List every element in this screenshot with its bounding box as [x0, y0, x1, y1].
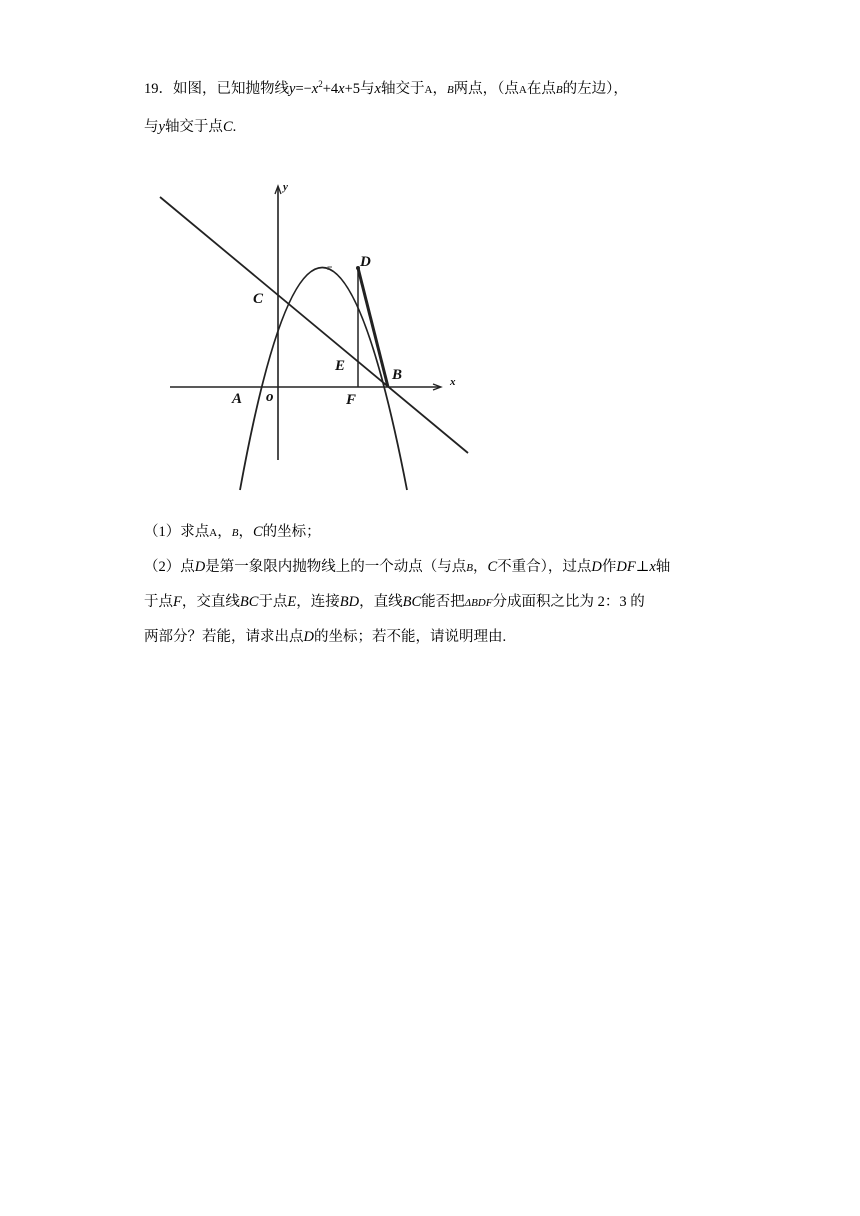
label-a: A: [232, 391, 243, 407]
question-2-line1: （2）点D是第一象限内抛物线上的一个动点（与点B，C不重合），过点D作DF⊥x轴: [144, 559, 671, 575]
problem-stem-line1: 19．如图，已知抛物线$y=-x^2+4x+5$与x轴交于A，B两点，（点A在点B的左边），: [144, 79, 628, 97]
problem-stem-line2: 与y轴交于点C.: [144, 119, 237, 135]
label-e: E: [335, 358, 346, 374]
parabola-figure: [150, 175, 480, 500]
label-b: B: [392, 367, 403, 383]
line-bc: [160, 197, 468, 453]
parabola-curve: [240, 268, 407, 491]
label-y: y: [283, 181, 288, 193]
problem-number: 19．: [144, 81, 173, 97]
label-c: C: [253, 291, 264, 307]
question-2-line3: 两部分？若能，请求出点D的坐标；若不能，请说明理由.: [144, 629, 507, 645]
label-o: o: [266, 389, 274, 405]
label-f: F: [346, 392, 357, 408]
question-2-line2: 于点F，交直线BC于点E，连接BD，直线BC能否把ΔBDF分成面积之比为 2：3 的: [144, 594, 645, 610]
question-1: （1）求点A，B，C的坐标；: [144, 524, 321, 540]
segment-bd: [358, 268, 388, 387]
label-d: D: [360, 254, 371, 270]
label-x: x: [450, 376, 456, 388]
